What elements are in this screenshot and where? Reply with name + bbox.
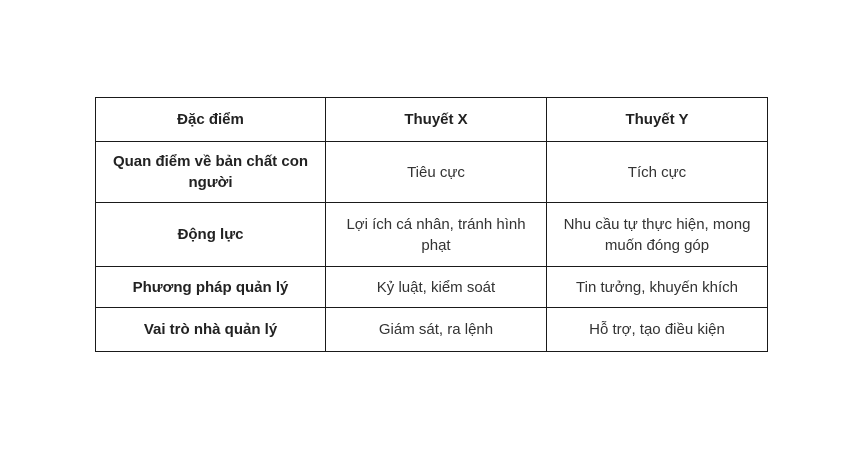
row-feature: Vai trò nhà quản lý [96,308,326,352]
header-theory-y: Thuyết Y [547,98,768,142]
table-row [96,308,768,352]
row-theory-x-value: Lợi ích cá nhân, tránh hình phạt [326,203,547,267]
row-feature: Quan điểm về bản chất con người [96,142,326,203]
row-theory-y-value: Tích cực [547,142,768,203]
header-theory-x: Thuyết X [326,98,547,142]
table-header-row [96,98,768,142]
row-theory-x-value: Kỷ luật, kiểm soát [326,267,547,308]
theory-x-y-comparison-table [95,97,768,352]
row-feature: Động lực [96,203,326,267]
row-theory-x-value: Giám sát, ra lệnh [326,308,547,352]
table-row [96,267,768,308]
comparison-table-container [95,97,768,352]
row-theory-y-value: Nhu cầu tự thực hiện, mong muốn đóng góp [547,203,768,267]
row-theory-y-value: Tin tưởng, khuyến khích [547,267,768,308]
header-feature: Đặc điểm [96,98,326,142]
row-feature: Phương pháp quản lý [96,267,326,308]
table-row [96,203,768,267]
table-row [96,142,768,203]
row-theory-y-value: Hỗ trợ, tạo điều kiện [547,308,768,352]
row-theory-x-value: Tiêu cực [326,142,547,203]
